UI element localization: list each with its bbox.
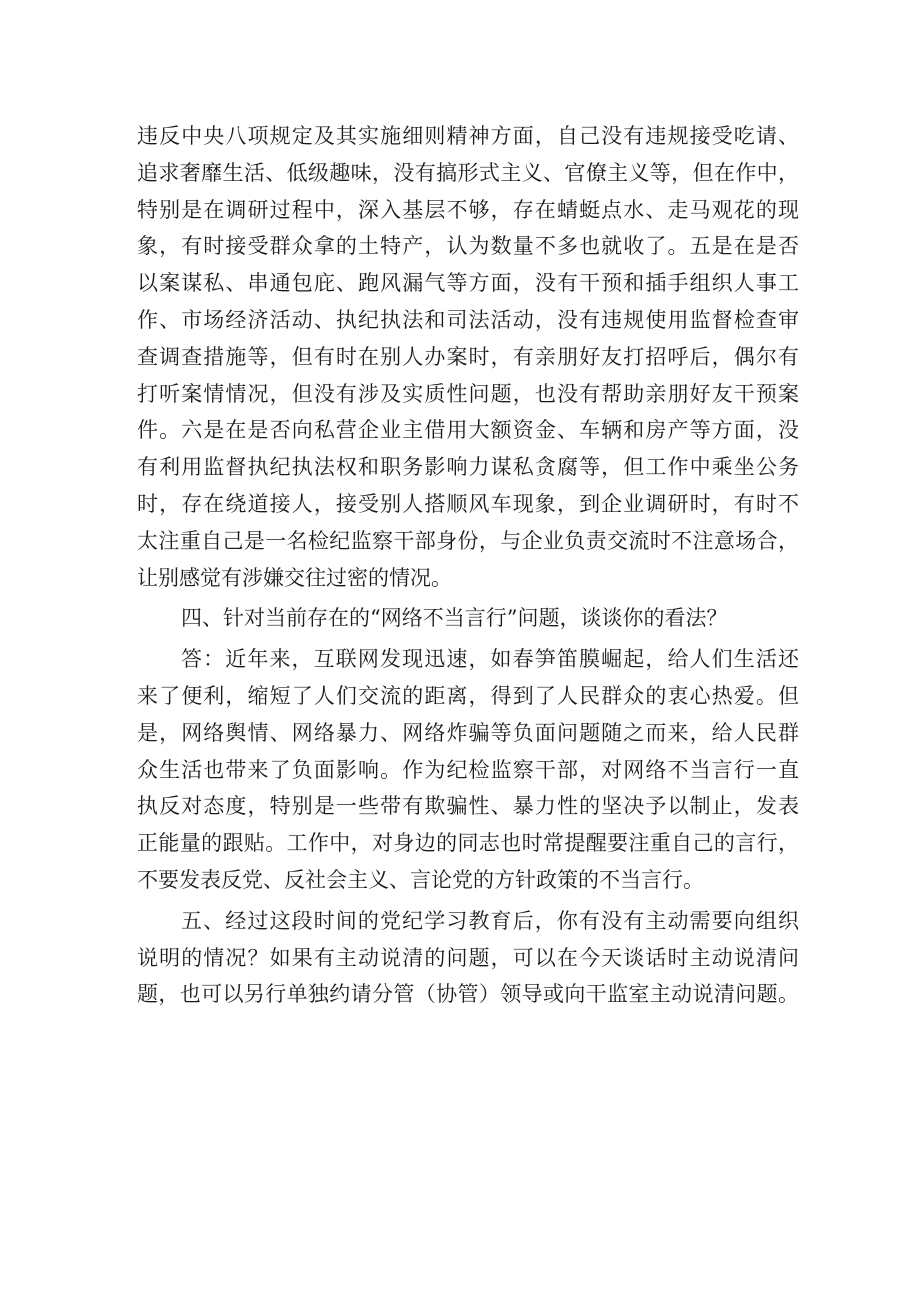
text-line: 作、市场经济活动、执纪执法和司法活动，没有违规使用监督检查审 xyxy=(137,307,799,332)
text-line: 题，也可以另行单独约请分管（协管）领导或向干监室主动说清问题。 xyxy=(137,982,799,1007)
text-line: 件。六是在是否向私营企业主借用大额资金、车辆和房产等方面，没 xyxy=(137,418,799,443)
text-line: 是，网络舆情、网络暴力、网络炸骗等负面问题随之而来，给人民群 xyxy=(137,720,799,745)
paragraph-p2-question-four xyxy=(137,600,799,637)
text-line: 答：近年来，互联网发现迅速，如春笋笛膜崛起，给人们生活还 xyxy=(181,647,799,672)
text-line: 追求奢靡生活、低级趣味，没有搞形式主义、官僚主义等，但在作中， xyxy=(137,160,799,185)
text-line: 执反对态度，特别是一些带有欺骗性、暴力性的坚决予以制止，发表 xyxy=(137,794,799,819)
text-line: 以案谋私、串通包庇、跑风漏气等方面，没有干预和插手组织人事工 xyxy=(137,271,799,296)
question-heading: 四、针对当前存在的“网络不当言行”问题，谈谈你的看法？ xyxy=(181,606,728,631)
text-line: 象，有时接受群众拿的土特产，认为数量不多也就收了。五是在是否 xyxy=(137,234,799,259)
text-line: 打听案情情况，但没有涉及实质性问题，也没有帮助亲朋好友干预案 xyxy=(137,381,799,406)
paragraph-p1 xyxy=(137,118,799,596)
text-line: 有利用监督执纪执法权和职务影响力谋私贪腐等，但工作中乘坐公务 xyxy=(137,455,799,480)
text-line: 来了便利，缩短了人们交流的距离，得到了人民群众的衷心热爱。但 xyxy=(137,683,799,708)
text-line: 太注重自己是一名检纪监察干部身份，与企业负责交流时不注意场合， xyxy=(137,528,799,553)
document-body xyxy=(137,118,799,1013)
text-line: 时，存在绕道接人，接受别人搭顺风车现象，到企业调研时，有时不 xyxy=(137,491,799,516)
paragraph-p3-answer xyxy=(137,641,799,899)
paragraph-p4-question-five xyxy=(137,903,799,1013)
text-line: 正能量的跟贴。工作中，对身边的同志也时常提醒要注重自己的言行， xyxy=(137,831,799,856)
text-line: 五、经过这段时间的党纪学习教育后，你有没有主动需要向组织 xyxy=(181,908,799,933)
text-line: 查调查措施等，但有时在别人办案时，有亲朋好友打招呼后，偶尔有 xyxy=(137,344,799,369)
text-line: 违反中央八项规定及其实施细则精神方面，自己没有违规接受吃请、 xyxy=(137,124,799,148)
text-line: 特别是在调研过程中，深入基层不够，存在蜻蜓点水、走马观花的现 xyxy=(137,197,799,222)
text-line: 不要发表反党、反社会主义、言论党的方针政策的不当言行。 xyxy=(137,867,704,892)
text-line: 说明的情况？如果有主动说清的问题，可以在今天谈话时主动说清问 xyxy=(137,945,799,970)
text-line: 众生活也带来了负面影响。作为纪检监察干部，对网络不当言行一直 xyxy=(137,757,799,782)
text-line: 让别感觉有涉嫌交往过密的情况。 xyxy=(137,565,452,590)
